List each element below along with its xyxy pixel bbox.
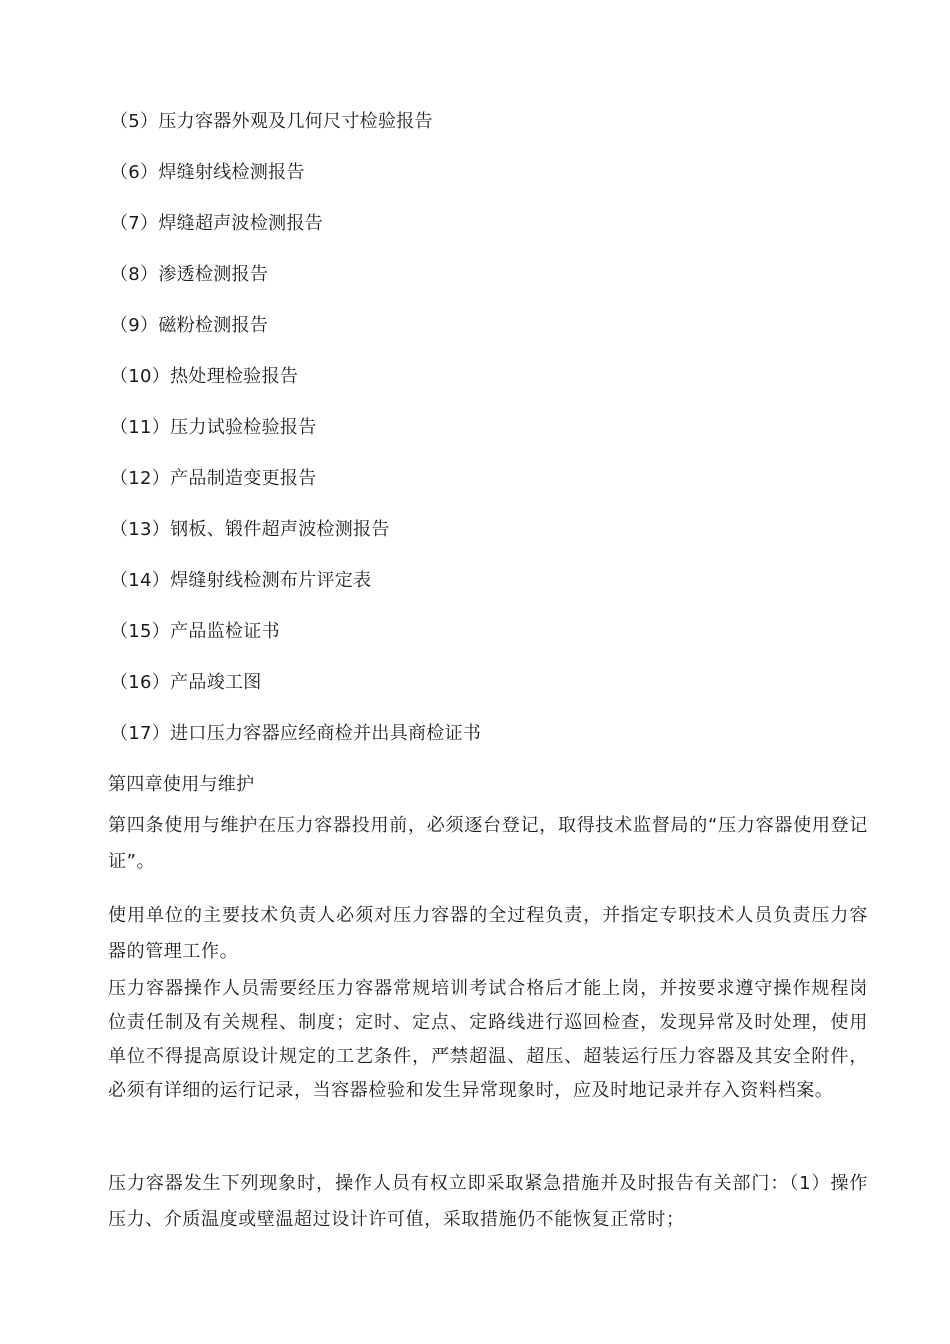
list-item-7: （7）焊缝超声波检测报告 <box>110 213 324 234</box>
list-item-11: （11）压力试验检验报告 <box>110 417 317 438</box>
list-item-10: （10）热处理检验报告 <box>110 366 299 387</box>
chapter-heading: 第四章使用与维护 <box>108 774 255 795</box>
paragraph-operators: 压力容器操作人员需要经压力容器常规培训考试合格后才能上岗，并按要求遵守操作规程岗位责任制及有关规程、制度；定时、定点、定路线进行巡回检查，发现异常及时处理，使用单位不得提高原设计规定的工艺条件，严禁超温、超压、超装运行压力容器及其安全附件，必须有详细的运行记录，当容器检验和发生异常现象时，应及时地记录并存入资料档案。 <box>108 978 868 1101</box>
list-item-12: （12）产品制造变更报告 <box>110 468 317 489</box>
list-item-15: （15）产品监检证书 <box>110 621 280 642</box>
paragraph-registration: 第四条使用与维护在压力容器投用前，必须逐台登记，取得技术监督局的“压力容器使用登记证”。 <box>108 815 868 872</box>
paragraph-emergency: 压力容器发生下列现象时，操作人员有权立即采取紧急措施并及时报告有关部门：（1）操作压力、介质温度或壁温超过设计许可值，采取措施仍不能恢复正常时； <box>108 1173 868 1230</box>
list-item-9: （9）磁粉检测报告 <box>110 315 269 336</box>
paragraph-responsibility: 使用单位的主要技术负责人必须对压力容器的全过程负责，并指定专职技术人员负责压力容器的管理工作。 <box>108 905 868 962</box>
list-item-14: （14）焊缝射线检测布片评定表 <box>110 570 372 591</box>
list-item-8: （8）渗透检测报告 <box>110 264 269 285</box>
list-item-16: （16）产品竣工图 <box>110 672 262 693</box>
list-item-17: （17）进口压力容器应经商检并出具商检证书 <box>110 723 482 744</box>
list-item-5: （5）压力容器外观及几何尺寸检验报告 <box>110 111 433 132</box>
list-item-13: （13）钢板、锻件超声波检测报告 <box>110 519 390 540</box>
list-item-6: （6）焊缝射线检测报告 <box>110 162 305 183</box>
